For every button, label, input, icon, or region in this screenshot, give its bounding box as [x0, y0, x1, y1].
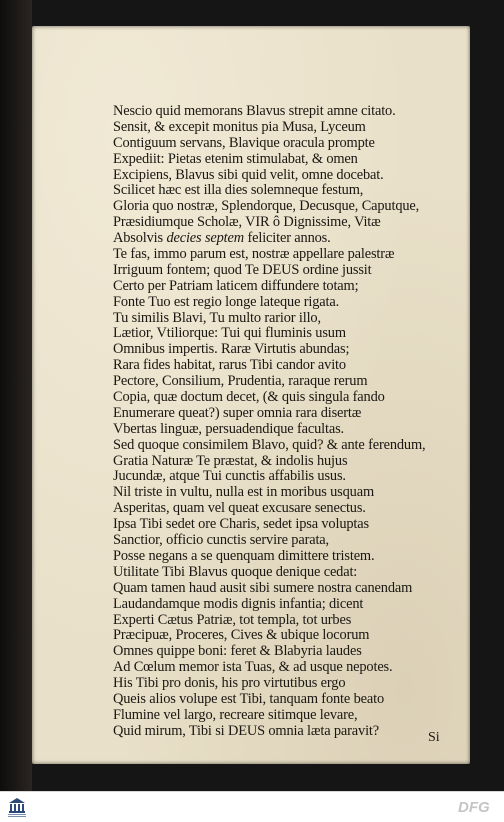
- text-line: Sensit, & excepit monitus pia Musa, Lyceum: [113, 118, 366, 135]
- poem-text: [113, 104, 463, 740]
- text-line: Te fas, immo parum est, nostræ appellare palestræ: [113, 246, 395, 263]
- dfg-logo-text: DFG: [458, 799, 490, 815]
- text-line: Vbertas linguæ, persuadendique facultas.: [113, 420, 344, 437]
- text-line: Gratia Naturæ Te præstat, & indolis hujus: [113, 452, 348, 469]
- text-line: Posse negans a se quenquam dimittere tristem.: [113, 547, 375, 564]
- text-line: Quid mirum, Tibi si DEUS omnia læta paravit?: [113, 722, 380, 739]
- text-line: Rara fides habitat, rarus Tibi candor avito: [113, 357, 346, 374]
- footer-bar: [0, 791, 504, 822]
- text-line: Jucundæ, atque Tui cunctis affabilis usus.: [113, 468, 346, 485]
- text-line: Enumerare queat?) super omnia rara disertæ: [113, 404, 362, 421]
- text-line: Fonte Tuo est regio longe lateque rigata.: [113, 293, 340, 310]
- text-line: Nil triste in vultu, nulla est in moribus usquam: [113, 484, 375, 501]
- scanned-page: [32, 26, 470, 764]
- text-line: Absolvis decies septem feliciter annos.: [113, 230, 331, 247]
- book-binding-edge: [0, 0, 32, 791]
- text-line: Omnibus impertis. Raræ Virtutis abundas;: [113, 341, 350, 358]
- text-line: Copia, quæ doctum decet, (& quis singula fando: [113, 389, 385, 406]
- text-line: Experti Cætus Patriæ, tot templa, tot urbes: [113, 611, 352, 628]
- text-line: Sed quoque consimilem Blavo, quid? & ante ferendum,: [113, 436, 426, 453]
- text-line: Nescio quid memorans Blavus strepit amne citato.: [113, 103, 396, 119]
- text-line: Omnes quippe boni: feret & Blabyria laudes: [113, 643, 362, 660]
- text-line: Laudandamque modis dignis infantia; dicent: [113, 595, 364, 612]
- text-line: Præsidiumque Scholæ, VIR ô Dignissime, Vitæ: [113, 214, 381, 231]
- text-line: Præcipuæ, Proceres, Cives & ubique locorum: [113, 627, 370, 644]
- text-line: Quam tamen haud ausit sibi sumere nostra canendam: [113, 579, 413, 596]
- text-line: Ipsa Tibi sedet ore Charis, sedet ipsa voluptas: [113, 516, 369, 533]
- catchword: Si: [428, 730, 440, 745]
- text-line: Excipiens, Blavus sibi quid velit, omne docebat.: [113, 166, 384, 183]
- text-line: Contiguum servans, Blavique oracula prompte: [113, 134, 375, 151]
- library-logo-icon[interactable]: [4, 795, 30, 819]
- text-line: Flumine vel largo, recreare sitimque levare,: [113, 706, 358, 723]
- text-line: Scilicet hæc est illa dies solemneque festum,: [113, 182, 364, 199]
- italic-phrase: decies septem: [166, 230, 245, 247]
- text-line: His Tibi pro donis, his pro virtutibus ergo: [113, 675, 346, 692]
- text-line: Utilitate Tibi Blavus quoque denique cedat:: [113, 563, 358, 580]
- dfg-logo-icon[interactable]: [458, 799, 498, 815]
- text-line: Queis alios volupe est Tibi, tanquam fonte beato: [113, 690, 384, 707]
- text-line: Sanctior, officio cunctis servire parata,: [113, 532, 329, 549]
- text-line: Tu similis Blavi, Tu multo rarior illo,: [113, 309, 321, 326]
- text-line: Lætior, Vtiliorque: Tui qui fluminis usum: [113, 325, 346, 342]
- text-line: Irriguum fontem; quod Te DEUS ordine jussit: [113, 261, 372, 278]
- text-line: Pectore, Consilium, Prudentia, raraque rerum: [113, 373, 368, 390]
- text-line: Expediit: Pietas etenim stimulabat, & omen: [113, 150, 358, 167]
- text-line: Gloria quo nostræ, Splendorque, Decusque, Caputque,: [113, 198, 420, 215]
- text-line: Asperitas, quam vel queat excusare senectus.: [113, 500, 366, 517]
- text-line: Certo per Patriam laticem diffundere totam;: [113, 277, 359, 294]
- text-line: Ad Cœlum memor ista Tuas, & ad usque nepotes.: [113, 659, 393, 676]
